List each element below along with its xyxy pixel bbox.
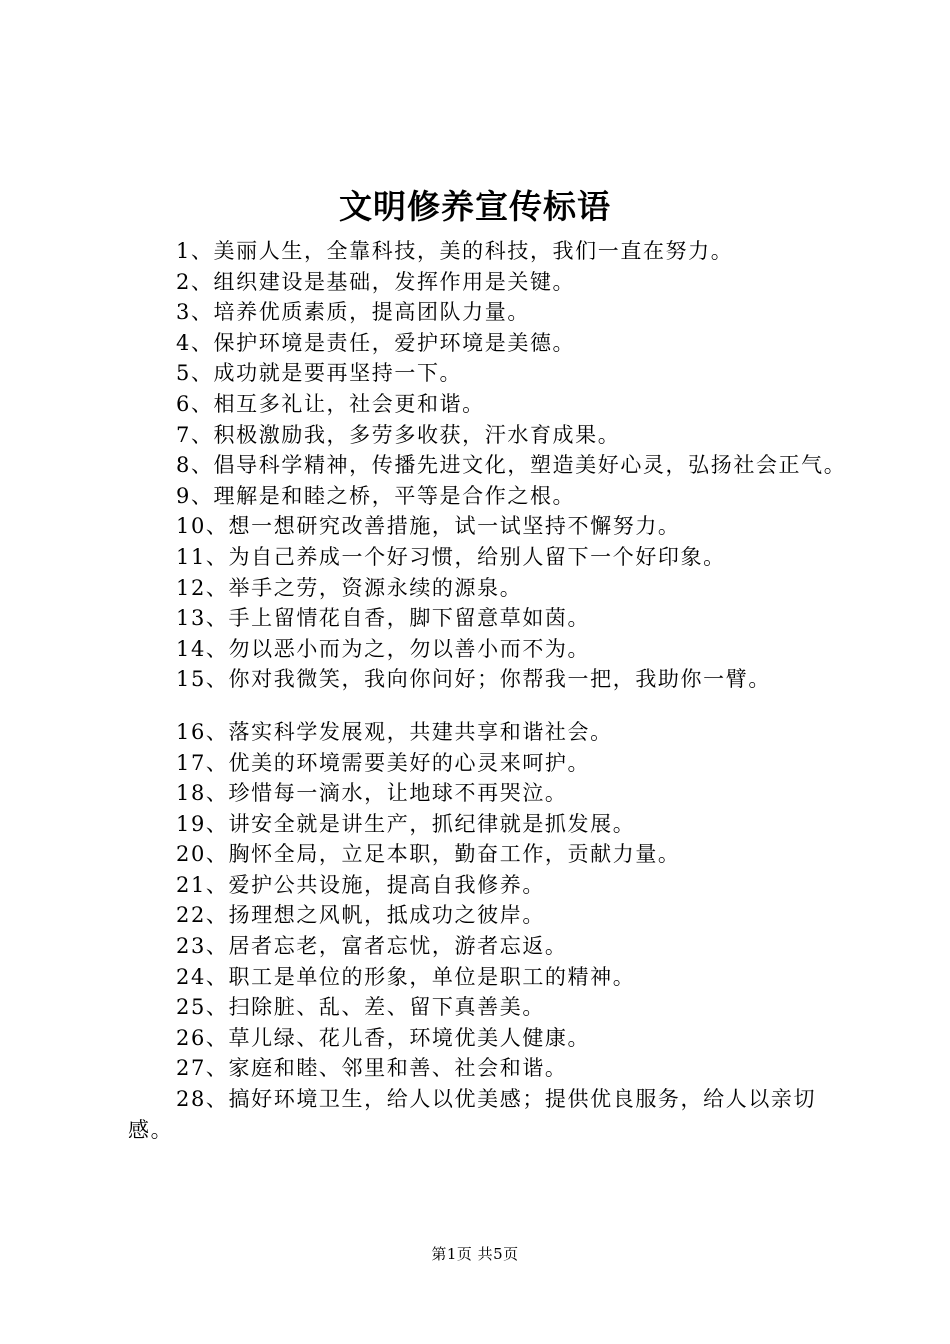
list-item: 19、讲安全就是讲生产，抓纪律就是抓发展。 xyxy=(176,811,636,836)
list-item: 26、草儿绿、花儿香，环境优美人健康。 xyxy=(176,1025,591,1050)
list-item: 8、倡导科学精神，传播先进文化，塑造美好心灵，弘扬社会正气。 xyxy=(176,453,847,478)
list-item: 11、为自己养成一个好习惯，给别人留下一个好印象。 xyxy=(176,544,726,569)
list-item: 5、成功就是要再坚持一下。 xyxy=(176,361,463,386)
list-item: 7、积极激励我，多劳多收获，汗水育成果。 xyxy=(176,422,621,447)
list-item: 12、举手之劳，资源永续的源泉。 xyxy=(176,575,523,600)
list-item: 22、扬理想之风帆，抵成功之彼岸。 xyxy=(176,903,545,928)
document-title: 文明修养宣传标语 xyxy=(339,187,611,226)
list-item: 16、落实科学发展观，共建共享和谐社会。 xyxy=(176,719,613,744)
slogan-list xyxy=(128,236,848,1145)
list-item: 17、优美的环境需要美好的心灵来呵护。 xyxy=(176,750,591,775)
list-item: 28、搞好环境卫生，给人以优美感；提供优良服务，给人以亲切感。 xyxy=(128,1087,817,1142)
list-item: 25、扫除脏、乱、差、留下真善美。 xyxy=(176,995,545,1020)
list-item: 2、组织建设是基础，发挥作用是关键。 xyxy=(176,269,576,294)
list-item: 10、想一想研究改善措施，试一试坚持不懈努力。 xyxy=(176,514,681,539)
list-item: 15、你对我微笑，我向你问好；你帮我一把，我助你一臂。 xyxy=(176,667,771,692)
list-item: 1、美丽人生，全靠科技，美的科技，我们一直在努力。 xyxy=(176,239,734,263)
list-item: 13、手上留情花自香，脚下留意草如茵。 xyxy=(176,606,591,631)
page-number-footer: 第1页 共5页 xyxy=(431,1245,519,1263)
list-item: 27、家庭和睦、邻里和善、社会和谐。 xyxy=(176,1056,568,1081)
list-item: 21、爱护公共设施，提高自我修养。 xyxy=(176,872,545,897)
list-item: 6、相互多礼让，社会更和谐。 xyxy=(176,391,485,416)
list-item: 20、胸怀全局，立足本职，勤奋工作，贡献力量。 xyxy=(176,842,681,867)
list-item: 14、勿以恶小而为之，勿以善小而不为。 xyxy=(176,636,591,661)
list-item: 18、珍惜每一滴水，让地球不再哭泣。 xyxy=(176,781,568,806)
list-item: 23、居者忘老，富者忘忧，游者忘返。 xyxy=(176,934,568,959)
list-item: 9、理解是和睦之桥，平等是合作之根。 xyxy=(176,483,576,508)
list-item: 3、培养优质素质，提高团队力量。 xyxy=(176,300,530,325)
list-item: 4、保护环境是责任，爱护环境是美德。 xyxy=(176,330,576,355)
list-item: 24、职工是单位的形象，单位是职工的精神。 xyxy=(176,964,636,989)
